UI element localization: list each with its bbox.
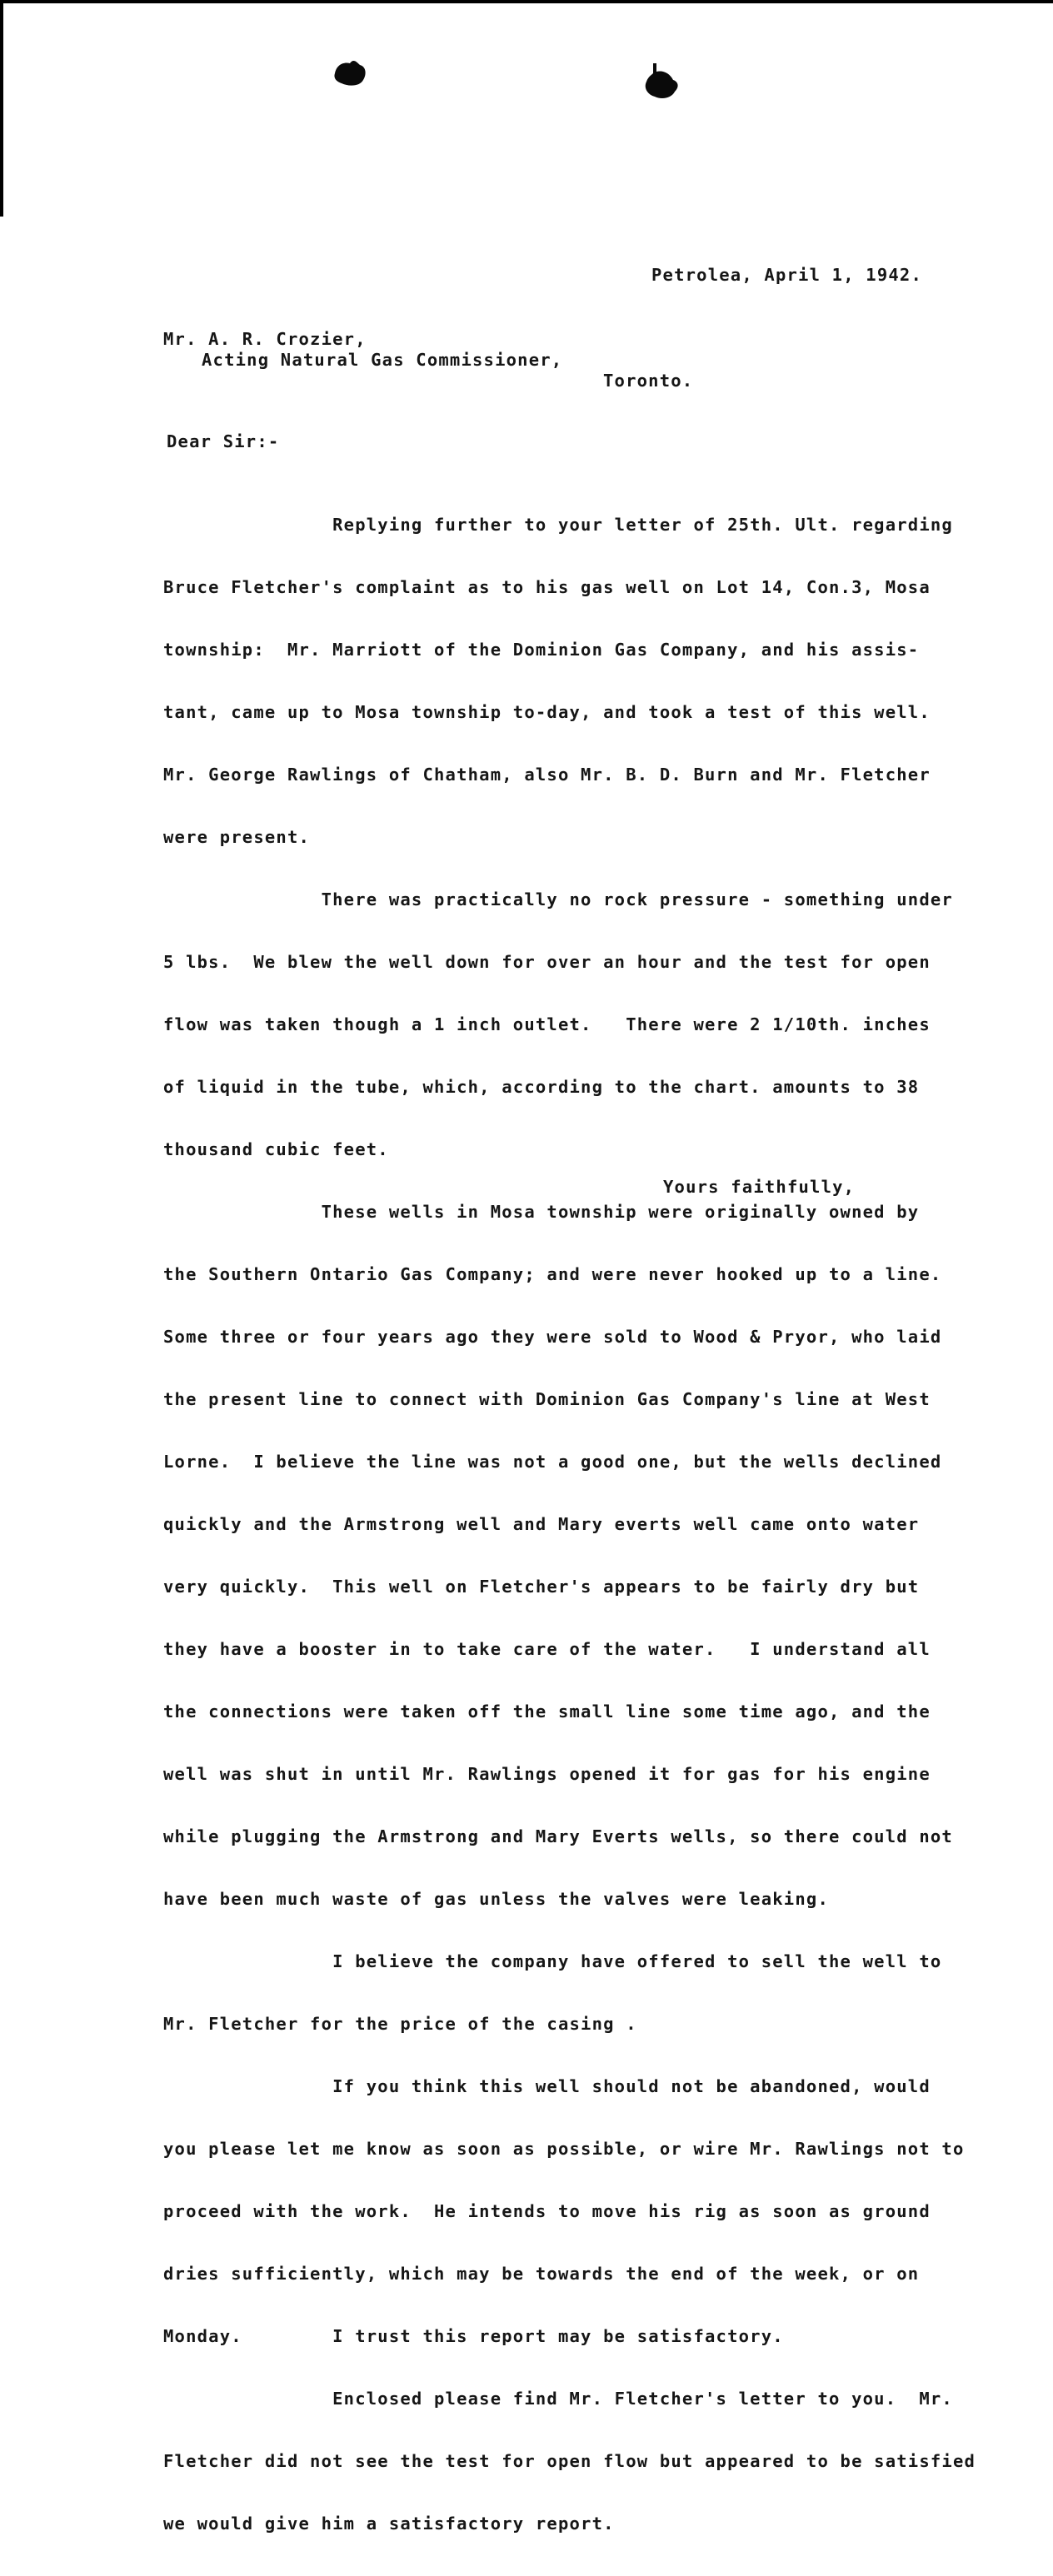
recipient-name: Mr. A. R. Crozier, bbox=[163, 329, 367, 349]
salutation: Dear Sir:- bbox=[167, 431, 280, 451]
body-line: were present. bbox=[163, 827, 311, 847]
closing: Yours faithfully, bbox=[663, 1177, 856, 1197]
recipient-title: Acting Natural Gas Commissioner, bbox=[202, 350, 563, 370]
body-line: well was shut in until Mr. Rawlings opened it for gas for his engine bbox=[163, 1764, 931, 1784]
scan-left-edge bbox=[0, 0, 3, 217]
letter-date: Petrolea, April 1, 1942. bbox=[651, 265, 923, 285]
body-line: Lorne. I believe the line was not a good one, but the wells declined bbox=[163, 1452, 942, 1472]
body-line: proceed with the work. He intends to move his rig as soon as ground bbox=[163, 2201, 931, 2221]
letter-body bbox=[163, 473, 1046, 2576]
body-line: Some three or four years ago they were sold to Wood & Pryor, who laid bbox=[163, 1327, 942, 1347]
body-line: the present line to connect with Dominion Gas Company's line at West bbox=[163, 1389, 931, 1409]
body-line: you please let me know as soon as possible, or wire Mr. Rawlings not to bbox=[163, 2139, 965, 2159]
punch-hole-right-icon bbox=[641, 60, 685, 103]
body-line: 5 lbs. We blew the well down for over an hour and the test for open bbox=[163, 952, 931, 972]
body-line: Fletcher did not see the test for open flow but appeared to be satisfied bbox=[163, 2451, 976, 2471]
scan-top-edge bbox=[0, 0, 1053, 3]
body-line: There was practically no rock pressure - something under bbox=[163, 889, 953, 909]
body-line: while plugging the Armstrong and Mary Everts wells, so there could not bbox=[163, 1826, 953, 1846]
body-line: the connections were taken off the small line some time ago, and the bbox=[163, 1702, 931, 1721]
body-line: they have a booster in to take care of the water. I understand all bbox=[163, 1639, 931, 1659]
body-line: Monday. I trust this report may be satisfactory. bbox=[163, 2326, 784, 2346]
body-line: quickly and the Armstrong well and Mary everts well came onto water bbox=[163, 1514, 920, 1534]
body-line: Enclosed please find Mr. Fletcher's letter to you. Mr. bbox=[163, 2389, 953, 2409]
body-line: dries sufficiently, which may be towards the end of the week, or on bbox=[163, 2264, 920, 2284]
body-line: These wells in Mosa township were originally owned by bbox=[163, 1202, 920, 1222]
body-line: flow was taken though a 1 inch outlet. There were 2 1/10th. inches bbox=[163, 1014, 931, 1034]
body-line: If you think this well should not be abandoned, would bbox=[163, 2076, 931, 2096]
body-line: Mr. Fletcher for the price of the casing . bbox=[163, 2014, 637, 2034]
body-line: we would give him a satisfactory report. bbox=[163, 2514, 615, 2534]
body-line: thousand cubic feet. bbox=[163, 1139, 389, 1159]
recipient-city: Toronto. bbox=[603, 371, 694, 391]
body-line: tant, came up to Mosa township to-day, and took a test of this well. bbox=[163, 702, 931, 722]
body-line: Replying further to your letter of 25th. Ult. regarding bbox=[163, 515, 953, 535]
body-line: very quickly. This well on Fletcher's appears to be fairly dry but bbox=[163, 1577, 920, 1597]
body-line: Bruce Fletcher's complaint as to his gas well on Lot 14, Con.3, Mosa bbox=[163, 577, 931, 597]
punch-hole-left-icon bbox=[332, 58, 368, 88]
body-line: the Southern Ontario Gas Company; and were never hooked up to a line. bbox=[163, 1264, 942, 1284]
body-line: have been much waste of gas unless the valves were leaking. bbox=[163, 1889, 829, 1909]
body-line: Mr. George Rawlings of Chatham, also Mr. B. D. Burn and Mr. Fletcher bbox=[163, 765, 931, 785]
body-line: I believe the company have offered to sell the well to bbox=[163, 1951, 942, 1971]
body-line: of liquid in the tube, which, according to the chart. amounts to 38 bbox=[163, 1077, 920, 1097]
body-line: township: Mr. Marriott of the Dominion Gas Company, and his assis- bbox=[163, 640, 920, 660]
